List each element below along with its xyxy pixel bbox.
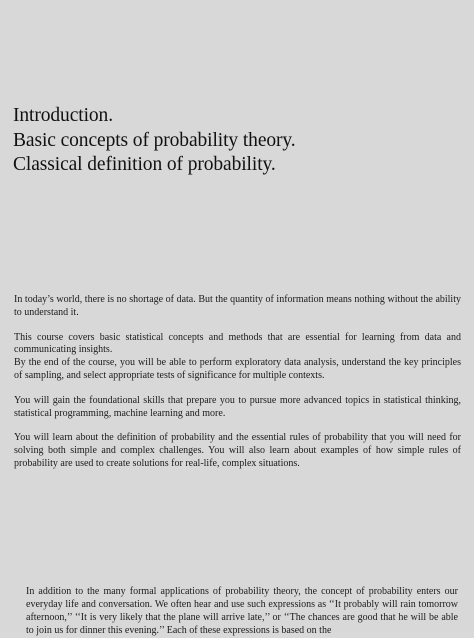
- paragraph-end-of-course: By the end of the course, you will be able to perform exploratory data analysis, understand the key principles of sampling, and select appropriate tests of significance for multiple contexts.: [14, 357, 461, 381]
- title-line-basic-concepts: Basic concepts of probability theory.: [13, 129, 296, 151]
- body-text: [14, 294, 461, 471]
- paragraph-foundational-skills: You will gain the foundational skills that prepare you to pursue more advanced topics in statistical thinking, statistical programming, machine learning and more.: [14, 394, 461, 419]
- title-line-classical-definition: Classical definition of probability.: [13, 154, 276, 175]
- paragraph-course-covers: This course covers basic statistical concepts and methods that are essential for learning from data and communicating insights.: [14, 331, 461, 356]
- paragraph-data-shortage: In today’s world, there is no shortage of data. But the quantity of information means nothing without the ability to understand it.: [14, 294, 461, 318]
- paragraph-everyday-probability: In addition to the many formal applications of probability theory, the concept of probability enters our everyday life and conversation. We often hear and use such expressions as ‘‘It probably will rain tomorrow afternoon,’’ ‘‘It is very likely that the plane will arrive late,’’ or ‘‘The chances are good that he will be able to join us for dinner this evening.’’ Each of these expressions is based on the: [26, 586, 458, 636]
- title-line-introduction: Introduction.: [13, 105, 113, 126]
- continuation-text: [26, 586, 458, 638]
- page-title: [13, 104, 461, 178]
- paragraph-definition-of-probability: You will learn about the definition of probability and the essential rules of probability that you will need for solving both simple and complex challenges. You will also learn about examples of how simple rules of probability are used to create solutions for real-life, complex situations.: [14, 432, 461, 469]
